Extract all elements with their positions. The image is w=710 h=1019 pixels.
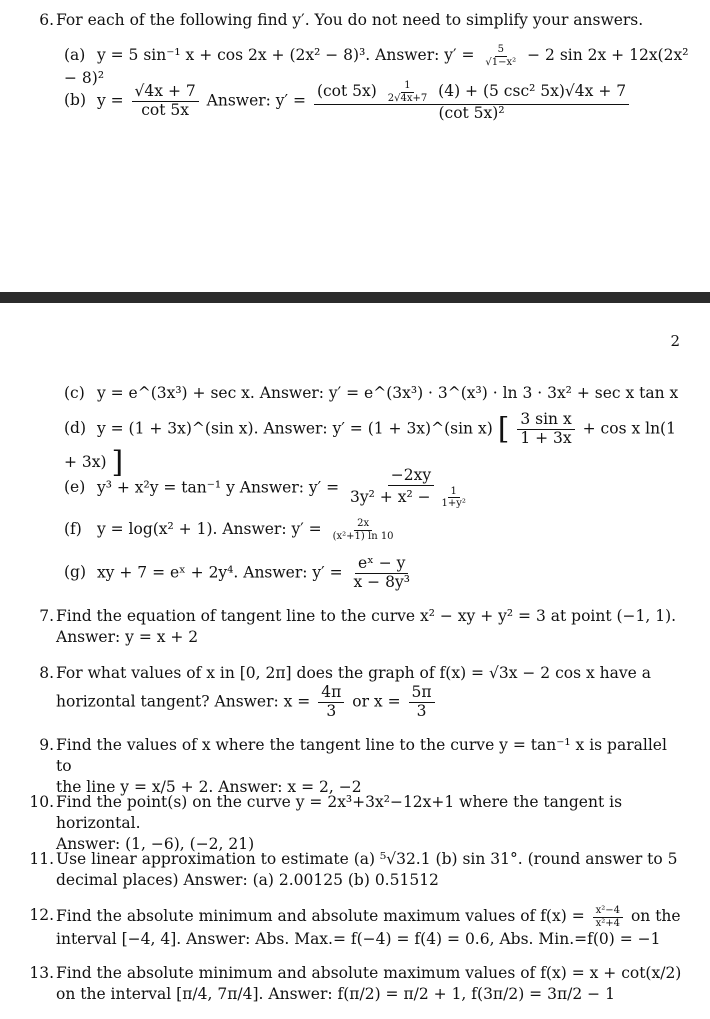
fraction-denominator: 3 bbox=[326, 701, 337, 720]
answer-text: − 2 sin 2x + 12x(2x² − 8)² bbox=[64, 46, 689, 87]
problem-13 bbox=[28, 963, 682, 1005]
fraction-numerator: x²−4 bbox=[593, 905, 623, 918]
problem-number: 8. bbox=[39, 664, 54, 682]
problem-10 bbox=[28, 792, 682, 855]
fraction-denominator: 1+y² bbox=[441, 498, 466, 510]
part-label: (a) bbox=[64, 46, 86, 64]
problem-8 bbox=[28, 663, 682, 721]
function-text: y = 5 sin⁻¹ x + cos 2x + (2x² − 8)³. bbox=[96, 46, 371, 64]
problem-text bbox=[56, 735, 682, 798]
answer-line: Answer: y = x + 2 bbox=[56, 627, 199, 646]
answer-line: the line y = x/5 + 2. Answer: x = 2, −2 bbox=[56, 777, 362, 796]
problem-text-part: Find the absolute minimum and absolute maximum values of f(x) = bbox=[56, 907, 585, 925]
answer-fraction bbox=[318, 684, 344, 721]
function-text: y³ + x²y = tan⁻¹ y Answer: y′ = bbox=[96, 478, 340, 497]
problem-line: Find the absolute minimum and absolute maximum values of f(x) = x + cot(x/2) bbox=[56, 964, 682, 982]
problem-6 bbox=[28, 10, 682, 31]
fraction-denominator: 2√4x+7 bbox=[387, 92, 428, 104]
problem-text bbox=[56, 849, 682, 891]
answer-line: decimal places) Answer: (a) 2.00125 (b) 0.51512 bbox=[56, 870, 439, 889]
part-label: (e) bbox=[64, 478, 86, 497]
problem-12 bbox=[28, 905, 682, 950]
fraction-denominator: 1 + 3x bbox=[520, 428, 572, 447]
fraction-numerator: 1 bbox=[448, 486, 460, 499]
page-1 bbox=[0, 0, 710, 292]
problem-number: 6. bbox=[39, 11, 54, 29]
fraction-denominator: 3 bbox=[416, 701, 427, 720]
function-fraction bbox=[593, 905, 623, 929]
answer-line: on the interval [π/4, 7π/4]. Answer: f(π/2) = π/2 + 1, f(3π/2) = 3π/2 − 1 bbox=[56, 984, 615, 1003]
problem-line: Find the point(s) on the curve y = 2x³+3x²−12x+1 where the tangent is horizontal. bbox=[56, 793, 623, 832]
numerator-part: (4) + (5 csc² 5x)√4x + 7 bbox=[438, 82, 627, 100]
problem-text bbox=[56, 606, 682, 648]
fraction-numerator: 4π bbox=[318, 684, 344, 703]
fraction-numerator: 1 bbox=[401, 80, 413, 93]
fraction-numerator: 5π bbox=[409, 684, 435, 703]
part-label: (c) bbox=[64, 384, 85, 402]
answer-line: Answer: (1, −6), (−2, 21) bbox=[56, 834, 255, 853]
problem-11 bbox=[28, 849, 682, 891]
problem-6c bbox=[64, 383, 690, 404]
problem-text bbox=[56, 963, 682, 1005]
numerator-part: (cot 5x) bbox=[316, 82, 377, 100]
part-label: (g) bbox=[64, 563, 87, 582]
answer-text: or x = bbox=[352, 692, 401, 711]
inner-fraction bbox=[385, 80, 430, 104]
fraction-denominator: √1−x² bbox=[485, 56, 517, 68]
function-text: xy + 7 = eˣ + 2y⁴. Answer: y′ = bbox=[96, 563, 343, 582]
function-lhs: y = bbox=[96, 91, 124, 110]
problem-line: Find the equation of tangent line to the curve x² − xy + y² = 3 at point (−1, 1). bbox=[56, 607, 677, 625]
problem-6g bbox=[64, 555, 690, 592]
part-label: (d) bbox=[64, 419, 87, 438]
problem-number: 9. bbox=[39, 736, 54, 754]
answer-text: Answer: y′ = e^(3x³) · 3^(x³) · ln 3 · 3x² + sec x tan x bbox=[259, 384, 679, 402]
right-bracket: ] bbox=[111, 444, 124, 480]
problem-7 bbox=[28, 606, 682, 648]
problem-text bbox=[56, 663, 682, 721]
part-label: (f) bbox=[64, 520, 82, 538]
problem-text bbox=[56, 905, 682, 950]
problem-text-part: on the bbox=[630, 907, 681, 925]
fraction-denominator: (x²+1) ln 10 bbox=[332, 530, 394, 542]
problem-text bbox=[56, 792, 682, 855]
function-fraction bbox=[132, 83, 199, 120]
problem-number: 10. bbox=[29, 793, 54, 811]
problem-6e bbox=[64, 467, 690, 510]
problem-6b bbox=[64, 80, 690, 123]
problem-line: Find the values of x where the tangent line to the curve y = tan⁻¹ x is parallel to bbox=[56, 736, 667, 775]
problem-6-stem: For each of the following find y′. You do not need to simplify your answers. bbox=[56, 11, 644, 29]
answer-fraction bbox=[330, 518, 397, 542]
problem-number: 13. bbox=[29, 964, 54, 982]
denominator-part: 3y² + x² − bbox=[350, 487, 431, 506]
problem-line: Use linear approximation to estimate (a) ⁵√32.1 (b) sin 31°. (round answer to 5 bbox=[56, 850, 678, 868]
answer-line: interval [−4, 4]. Answer: Abs. Max.= f(−4) = f(4) = 0.6, Abs. Min.=f(0) = −1 bbox=[56, 930, 661, 948]
inner-fraction bbox=[439, 486, 469, 510]
fraction-denominator bbox=[347, 486, 475, 510]
answer-text: horizontal tangent? Answer: x = bbox=[56, 692, 311, 711]
problem-9 bbox=[28, 735, 682, 798]
answer-fraction bbox=[482, 44, 519, 68]
fraction-denominator: cot 5x bbox=[141, 100, 190, 119]
answer-fraction bbox=[314, 80, 629, 123]
fraction-numerator: √4x + 7 bbox=[132, 83, 199, 102]
answer-text: + cos x ln(1 + 3x) bbox=[64, 419, 676, 471]
answer-label: Answer: y′ = bbox=[375, 46, 475, 64]
fraction-denominator: x²+4 bbox=[595, 917, 621, 929]
answer-fraction bbox=[517, 411, 574, 448]
answer-line bbox=[56, 684, 682, 721]
fraction-numerator: 2x bbox=[354, 518, 372, 531]
answer-label: Answer: y′ = bbox=[206, 91, 306, 110]
function-text: y = (1 + 3x)^(sin x). bbox=[96, 419, 259, 438]
page-divider bbox=[0, 292, 710, 303]
fraction-numerator bbox=[314, 80, 629, 105]
part-label: (b) bbox=[64, 91, 87, 110]
fraction-numerator: 5 bbox=[495, 44, 507, 57]
fraction-denominator: x − 8y³ bbox=[353, 572, 410, 591]
problem-number: 7. bbox=[39, 607, 54, 625]
left-bracket: [ bbox=[497, 411, 510, 447]
answer-text: Answer: y′ = (1 + 3x)^(sin x) bbox=[263, 419, 493, 438]
problem-line bbox=[56, 905, 682, 929]
fraction-denominator: (cot 5x)² bbox=[438, 104, 505, 122]
problem-number: 11. bbox=[29, 850, 54, 868]
function-text: y = e^(3x³) + sec x. bbox=[96, 384, 255, 402]
answer-fraction bbox=[409, 684, 435, 721]
page-2 bbox=[0, 303, 710, 1019]
answer-fraction bbox=[351, 555, 413, 592]
page-number: 2 bbox=[670, 332, 680, 350]
fraction-numerator: eˣ − y bbox=[355, 555, 408, 574]
fraction-numerator: 3 sin x bbox=[517, 411, 574, 430]
function-text: y = log(x² + 1). Answer: y′ = bbox=[96, 520, 322, 538]
answer-fraction bbox=[347, 467, 475, 510]
problem-line: For what values of x in [0, 2π] does the graph of f(x) = √3x − 2 cos x have a bbox=[56, 664, 651, 682]
problem-number: 12. bbox=[29, 906, 54, 924]
fraction-numerator: −2xy bbox=[388, 467, 434, 486]
problem-6f bbox=[64, 518, 690, 542]
